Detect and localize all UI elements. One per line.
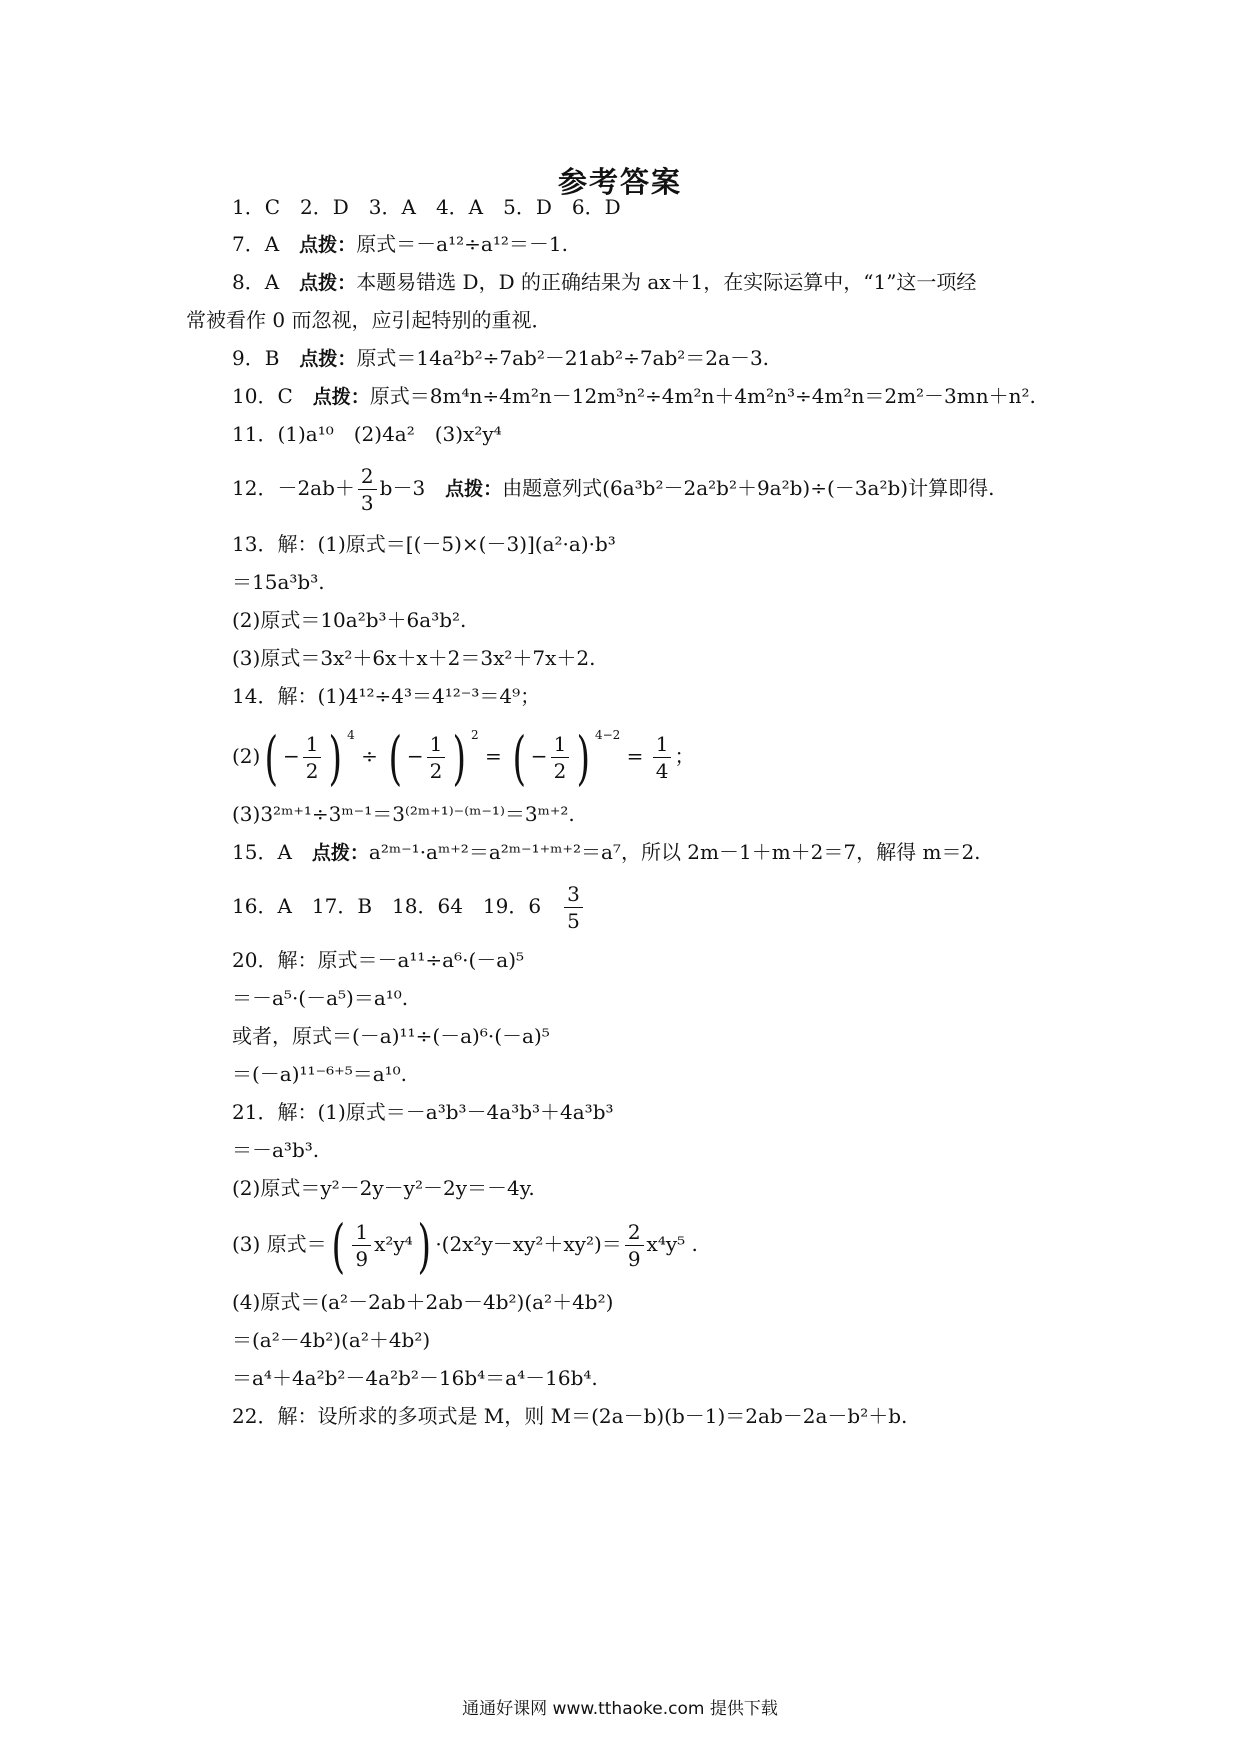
answer-21-4-step: ＝(a²－4b²)(a²＋4b²) — [232, 1328, 431, 1352]
fraction — [427, 731, 446, 784]
fraction-numerator: 1 — [303, 731, 322, 758]
fraction-denominator: 2 — [553, 759, 567, 783]
hint-label: 点拨： — [299, 234, 357, 256]
answer-11: 11．(1)a¹⁰ (2)4a² (3)x²y⁴ — [232, 422, 502, 446]
answer-text: 16．A 17．B 18．64 19．6 — [232, 894, 562, 918]
fraction — [653, 731, 672, 784]
answer-8 — [232, 268, 976, 297]
left-paren: ( — [388, 723, 403, 792]
answer-number: 7．A — [232, 232, 300, 256]
fraction-numerator: 1 — [653, 731, 672, 758]
answer-8-continued: 常被看作 0 而忽视，应引起特别的重视． — [186, 308, 552, 332]
answer-13-2: (2)原式＝10a²b³＋6a³b². — [232, 608, 467, 632]
answer-13-1: 13．解：(1)原式＝[(－5)×(－3)](a²·a)·b³ — [232, 532, 616, 556]
fraction-numerator: 1 — [551, 731, 570, 758]
fraction-denominator: 3 — [360, 491, 374, 515]
fraction — [303, 731, 322, 784]
answer-13-1-result: ＝15a³b³. — [232, 570, 325, 594]
fraction-denominator: 4 — [655, 759, 669, 783]
answer-text: 本题易错选 D，D 的正确结果为 ax＋1，在实际运算中，“1”这一项经 — [356, 270, 977, 294]
answer-15 — [232, 838, 981, 867]
fraction — [352, 1219, 371, 1272]
fraction-numerator: 1 — [352, 1219, 371, 1246]
hint-label: 点拨： — [299, 348, 357, 370]
math-term: x⁴y⁵ . — [646, 1232, 698, 1256]
right-paren: ) — [329, 723, 343, 792]
fraction-denominator: 2 — [305, 759, 319, 783]
hint-label: 点拨： — [312, 386, 370, 408]
answer-text: 原式＝14a²b²÷7ab²－21ab²÷7ab²＝2a－3. — [356, 346, 770, 370]
answer-14-1: 14．解：(1)4¹²÷4³＝4¹²⁻³＝4⁹； — [232, 684, 541, 708]
answer-10 — [232, 382, 1036, 411]
fraction — [564, 881, 583, 934]
answer-14-3: (3)3²ᵐ⁺¹÷3ᵐ⁻¹＝3⁽²ᵐ⁺¹⁾⁻⁽ᵐ⁻¹⁾＝3ᵐ⁺². — [232, 802, 575, 826]
answer-21-4: (4)原式＝(a²－2ab＋2ab－4b²)(a²＋4b²) — [232, 1290, 614, 1314]
answer-20-c: 或者，原式＝(－a)¹¹÷(－a)⁶·(－a)⁵ — [232, 1024, 550, 1048]
right-paren: ) — [452, 723, 467, 792]
math-term: ·(2x²y－xy²＋xy²)＝ — [435, 1232, 622, 1256]
fraction-numerator: 2 — [625, 1219, 644, 1246]
left-paren: ( — [264, 723, 279, 792]
answer-text: b－3 — [379, 476, 446, 500]
exponent: 2 — [471, 728, 479, 742]
part-label: (2) — [232, 744, 261, 768]
hint-label: 点拨： — [311, 842, 369, 864]
answer-21-4-result: ＝a⁴＋4a²b²－4a²b²－16b⁴＝a⁴－16b⁴. — [232, 1366, 598, 1390]
fraction-denominator: 2 — [429, 759, 443, 783]
fraction-denominator: 9 — [355, 1247, 369, 1271]
answer-14-2: (2)( − $\frac{1}{2}$ ) $^4$ ÷ ( − $\frac{1}{2}$ ) $^2$ = ( − $\frac{1}{2}$ ) $^{4-2}$ = $\frac{1}{4}$ ； — [232, 723, 695, 792]
fraction-denominator: 9 — [627, 1247, 641, 1271]
answer-21-2: (2)原式＝y²－2y－y²－2y＝－4y. — [232, 1176, 535, 1200]
fraction-numerator: 2 — [358, 463, 377, 490]
answer-number: 9．B — [232, 346, 300, 370]
answer-text: 由题意列式(6a³b²－2a²b²＋9a²b)÷(－3a²b)计算即得. — [502, 476, 995, 500]
fraction-numerator: 1 — [427, 731, 446, 758]
answer-20-b: ＝－a⁵·(－a⁵)＝a¹⁰. — [232, 986, 409, 1010]
fraction — [551, 731, 570, 784]
page-title: 参考答案 — [557, 165, 682, 199]
left-paren: ( — [512, 723, 527, 792]
hint-label: 点拨： — [299, 272, 357, 294]
answer-13-3: (3)原式＝3x²＋6x＋x＋2＝3x²＋7x＋2. — [232, 646, 596, 670]
fraction-denominator: 5 — [567, 909, 580, 933]
answer-7 — [232, 230, 568, 259]
answer-text: a²ᵐ⁻¹·aᵐ⁺²＝a²ᵐ⁻¹⁺ᵐ⁺²＝a⁷，所以 2m－1＋m＋2＝7，解得 m＝2. — [368, 840, 981, 864]
answer-text: 原式＝－a¹²÷a¹²＝－1. — [356, 232, 568, 256]
answer-12 — [232, 460, 994, 517]
right-paren: ) — [576, 723, 591, 792]
hint-label: 点拨： — [445, 478, 503, 500]
page-footer: 通通好课网 www.tthaoke.com 提供下载 — [462, 1699, 778, 1719]
answer-20-d: ＝(－a)¹¹⁻⁶⁺⁵＝a¹⁰. — [232, 1062, 408, 1086]
answer-21-3 — [232, 1211, 698, 1280]
fraction-numerator: 3 — [564, 881, 583, 908]
exponent: 4 — [347, 728, 355, 742]
answer-21-1: 21．解：(1)原式＝－a³b³－4a³b³＋4a³b³ — [232, 1100, 614, 1124]
answer-number: 8．A — [232, 270, 300, 294]
answer-text: 原式＝8m⁴n÷4m²n－12m³n²÷4m²n＋4m²n³÷4m²n＝2m²－3mn＋n². — [369, 384, 1036, 408]
right-paren: ) — [417, 1211, 431, 1280]
fraction — [358, 463, 377, 516]
answer-number: 10．C — [232, 384, 313, 408]
answer-22: 22．解：设所求的多项式是 M，则 M＝(2a－b)(b－1)＝2ab－2a－b²＋b. — [232, 1404, 908, 1428]
fraction — [625, 1219, 644, 1272]
answer-9 — [232, 344, 769, 373]
answer-1-6: 1．C 2．D 3．A 4．A 5．D 6．D — [232, 195, 621, 219]
answer-21-1-result: ＝－a³b³. — [232, 1138, 320, 1162]
math-term: x²y⁴ — [374, 1232, 413, 1256]
answer-16-19 — [232, 878, 586, 934]
answer-number: 15．A — [232, 840, 312, 864]
answer-text: 12．－2ab＋ — [232, 476, 355, 500]
punctuation: ； — [674, 744, 695, 768]
part-label: (3) 原式＝ — [232, 1232, 327, 1256]
left-paren: ( — [331, 1211, 345, 1280]
exponent: 4−2 — [594, 728, 621, 742]
answer-20-a: 20．解：原式＝－a¹¹÷a⁶·(－a)⁵ — [232, 948, 525, 972]
